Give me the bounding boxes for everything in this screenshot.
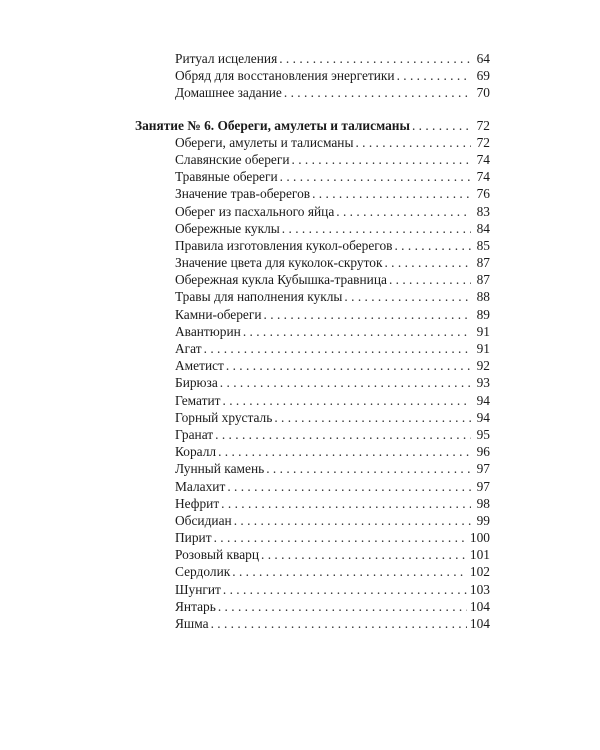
toc-page-number: 74 <box>476 151 490 167</box>
toc-entry-title: Обереги, амулеты и талисманы <box>175 134 354 150</box>
toc-page-number: 102 <box>469 564 490 580</box>
toc-entry[interactable] <box>135 426 490 443</box>
dot-leader <box>232 563 467 580</box>
dot-leader <box>284 84 471 101</box>
toc-entry-title: Розовый кварц <box>175 547 260 563</box>
toc-entry-title: Нефрит <box>175 495 220 511</box>
table-of-contents <box>135 50 490 632</box>
toc-entry-title: Лунный камень <box>175 461 265 477</box>
dot-leader <box>243 323 471 340</box>
dot-leader <box>220 374 471 391</box>
toc-entry[interactable] <box>135 271 490 288</box>
dot-leader <box>214 529 467 546</box>
toc-page-number: 74 <box>476 169 490 185</box>
toc-page-number: 88 <box>476 289 490 305</box>
toc-entry-title: Гематит <box>175 392 221 408</box>
toc-entry[interactable] <box>135 615 490 632</box>
toc-entry[interactable] <box>135 84 490 101</box>
toc-entry-title: Обережные куклы <box>175 220 280 236</box>
dot-leader <box>218 598 467 615</box>
dot-leader <box>218 443 471 460</box>
toc-page-number: 94 <box>476 409 490 425</box>
toc-entry-title: Травяные обереги <box>175 169 278 185</box>
toc-page-number: 87 <box>476 272 490 288</box>
toc-entry[interactable] <box>135 563 490 580</box>
toc-page-number: 64 <box>476 51 490 66</box>
toc-entry-title: Камни-обереги <box>175 306 262 322</box>
toc-page-number: 104 <box>469 616 490 631</box>
dot-leader <box>344 288 471 305</box>
toc-entry-title: Агат <box>175 341 202 356</box>
toc-page-number: 94 <box>476 392 490 408</box>
dot-leader <box>204 340 471 357</box>
toc-entry-title: Славянские обереги <box>175 151 290 167</box>
dot-leader <box>226 357 471 374</box>
toc-entry[interactable] <box>135 306 490 323</box>
dot-leader <box>394 237 471 254</box>
dot-leader <box>274 409 471 426</box>
toc-page-number: 76 <box>476 186 490 202</box>
toc-page-number: 70 <box>476 85 490 101</box>
toc-page-number: 100 <box>469 530 490 546</box>
dot-leader <box>261 546 467 563</box>
toc-entry[interactable] <box>135 237 490 254</box>
toc-entry-title: Авантюрин <box>175 323 241 339</box>
toc-page-number: 101 <box>469 547 490 563</box>
toc-entry[interactable] <box>135 598 490 615</box>
toc-entry-title: Горный хрусталь <box>175 409 273 425</box>
toc-entry-title: Значение трав-оберегов <box>175 186 311 202</box>
toc-entry-title: Обсидиан <box>175 512 232 528</box>
toc-page-number: 104 <box>469 598 490 614</box>
toc-page-number: 97 <box>476 478 490 494</box>
toc-entry[interactable] <box>135 168 490 185</box>
toc-chapter-heading[interactable] <box>135 117 490 134</box>
toc-page-number: 69 <box>476 68 490 84</box>
toc-entry-title: Домашнее задание <box>175 85 282 101</box>
toc-page-number: 83 <box>476 203 490 219</box>
dot-leader <box>215 426 471 443</box>
toc-entry-title: Травы для наполнения куклы <box>175 289 343 305</box>
dot-leader <box>227 478 471 495</box>
toc-entry-title: Коралл <box>175 444 217 460</box>
toc-entry[interactable] <box>135 443 490 460</box>
dot-leader <box>234 512 471 529</box>
toc-entry[interactable] <box>135 357 490 374</box>
toc-entry-title: Бирюза <box>175 375 218 391</box>
dot-leader <box>280 168 471 185</box>
toc-page-number: 72 <box>476 134 490 150</box>
toc-page-number: 95 <box>476 426 490 442</box>
toc-entry-title: Янтарь <box>175 598 216 614</box>
toc-entry[interactable] <box>135 220 490 237</box>
toc-entry[interactable] <box>135 288 490 305</box>
dot-leader <box>384 254 471 271</box>
toc-page-number: 93 <box>476 375 490 391</box>
dot-leader <box>266 460 471 477</box>
toc-entry-title: Сердолик <box>175 564 231 580</box>
toc-entry[interactable] <box>135 340 490 357</box>
toc-entry[interactable] <box>135 50 490 67</box>
toc-entry-title: Гранат <box>175 426 214 442</box>
toc-entry[interactable] <box>135 546 490 563</box>
dot-leader <box>279 50 471 67</box>
toc-page-number: 92 <box>476 358 490 374</box>
toc-page-number: 103 <box>469 581 490 597</box>
toc-entry-title: Аметист <box>175 358 224 374</box>
toc-entry[interactable] <box>135 478 490 495</box>
dot-leader <box>292 151 471 168</box>
toc-page-number: 72 <box>476 117 490 133</box>
toc-chapter-title: Занятие № 6. Обереги, амулеты и талисманы <box>135 117 410 133</box>
toc-entry-title: Оберег из пасхального яйца <box>175 203 335 219</box>
toc-entry-title: Значение цвета для куколок-скруток <box>175 255 383 271</box>
toc-entry-title: Пирит <box>175 530 212 546</box>
toc-entry[interactable] <box>135 374 490 391</box>
toc-entry-title: Шунгит <box>175 581 221 597</box>
toc-entry[interactable] <box>135 67 490 84</box>
dot-leader <box>211 615 467 632</box>
toc-entry[interactable] <box>135 185 490 202</box>
toc-entry-title: Малахит <box>175 478 226 494</box>
toc-entry[interactable] <box>135 203 490 220</box>
dot-leader <box>223 392 471 409</box>
toc-page-number: 91 <box>476 323 490 339</box>
toc-entry[interactable] <box>135 151 490 168</box>
toc-entry[interactable] <box>135 409 490 426</box>
toc-entry-title: Обряд для восстановления энергетики <box>175 68 395 84</box>
toc-entry[interactable] <box>135 392 490 409</box>
toc-entry-title: Яшма <box>175 616 209 631</box>
dot-leader <box>336 203 471 220</box>
toc-entry[interactable] <box>135 134 490 151</box>
dot-leader <box>223 581 467 598</box>
dot-leader <box>397 67 471 84</box>
toc-page-number: 91 <box>476 341 490 356</box>
toc-entry-title: Обережная кукла Кубышка-травница <box>175 272 387 288</box>
toc-page-number: 98 <box>476 495 490 511</box>
toc-page-number: 87 <box>476 255 490 271</box>
dot-leader <box>264 306 471 323</box>
dot-leader <box>355 134 471 151</box>
dot-leader <box>282 220 471 237</box>
toc-page-number: 97 <box>476 461 490 477</box>
toc-page-number: 89 <box>476 306 490 322</box>
toc-page-number: 99 <box>476 512 490 528</box>
toc-entry[interactable] <box>135 495 490 512</box>
toc-entry[interactable] <box>135 512 490 529</box>
toc-entry-title: Правила изготовления кукол-оберегов <box>175 237 393 253</box>
toc-page-number: 96 <box>476 444 490 460</box>
dot-leader <box>412 117 471 134</box>
toc-entry[interactable] <box>135 323 490 340</box>
dot-leader <box>312 185 471 202</box>
toc-page-number: 85 <box>476 237 490 253</box>
toc-entry[interactable] <box>135 529 490 546</box>
toc-entry[interactable] <box>135 254 490 271</box>
dot-leader <box>389 271 471 288</box>
toc-page-number: 84 <box>476 220 490 236</box>
toc-entry[interactable] <box>135 581 490 598</box>
dot-leader <box>221 495 471 512</box>
toc-entry[interactable] <box>135 460 490 477</box>
toc-entry-title: Ритуал исцеления <box>175 51 278 66</box>
